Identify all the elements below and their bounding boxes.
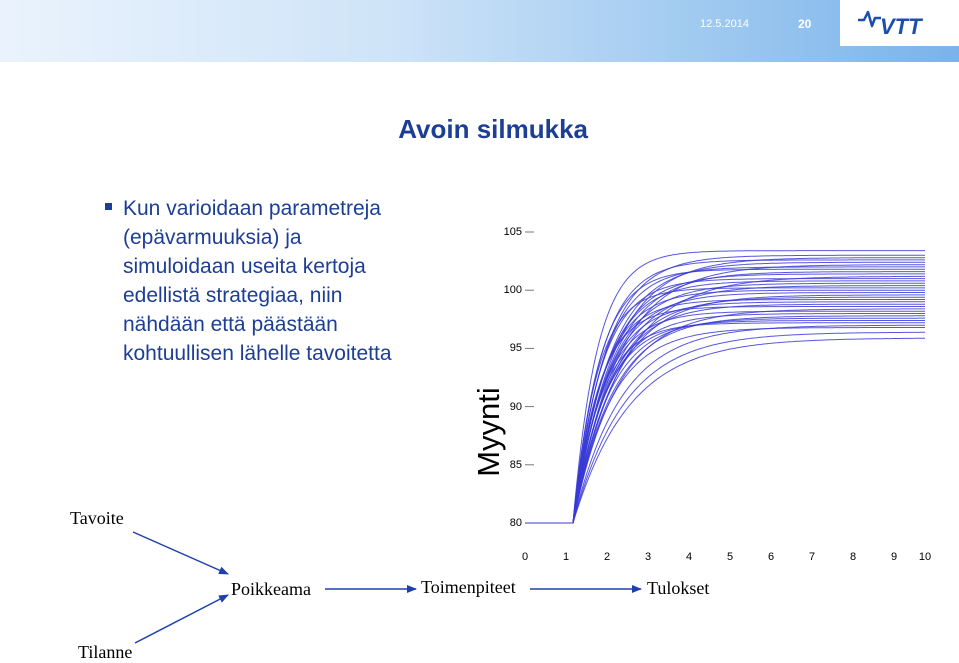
bullet-line: Kun varioidaan parametreja [123, 197, 381, 220]
y-tick-label: 105 [503, 226, 522, 238]
chart-ylabel-text: Myynti [471, 387, 506, 477]
bullet-line: (epävarmuuksia) ja [123, 226, 302, 249]
slide-title: Avoin silmukka [398, 114, 588, 144]
bullet-line: simuloidaan useita kertoja [123, 255, 366, 278]
slide-date: 12.5.2014 [700, 18, 749, 30]
logo-text: VTT [880, 14, 922, 39]
x-tick-label: 2 [603, 551, 611, 563]
arrow-tilanne-poikkeama [135, 595, 228, 643]
x-tick-label: 9 [890, 551, 898, 563]
x-tick-label: 6 [767, 551, 775, 563]
flow-tulokset: Tulokset [647, 578, 710, 598]
x-tick-label: 0 [521, 551, 529, 563]
bullet-line: nähdään että päästään [123, 313, 338, 336]
flow-tavoite: Tavoite [70, 508, 124, 528]
x-tick-label: 5 [726, 551, 734, 563]
slide-page-number: 20 [798, 17, 812, 31]
bullet-line: edellistä strategiaa, niin [123, 284, 343, 307]
x-tick-label: 7 [808, 551, 816, 563]
y-tick-label: 80 [509, 517, 522, 529]
x-tick-label: 4 [685, 551, 693, 563]
bullet-line: kohtuullisen lähelle tavoitetta [123, 342, 392, 365]
y-tick-label: 90 [509, 401, 522, 413]
arrow-tavoite-poikkeama [133, 532, 228, 574]
x-tick-label: 1 [562, 551, 570, 563]
flow-toimenpiteet: Toimenpiteet [421, 577, 516, 597]
x-tick-label: 8 [849, 551, 857, 563]
x-tick-label: 3 [644, 551, 652, 563]
flow-tilanne: Tilanne [78, 642, 133, 662]
y-tick-label: 85 [509, 459, 522, 471]
x-tick-label: 10 [918, 551, 932, 563]
y-tick-label: 95 [509, 342, 522, 354]
y-tick-label: 100 [503, 284, 522, 296]
flow-poikkeama: Poikkeama [231, 579, 311, 599]
